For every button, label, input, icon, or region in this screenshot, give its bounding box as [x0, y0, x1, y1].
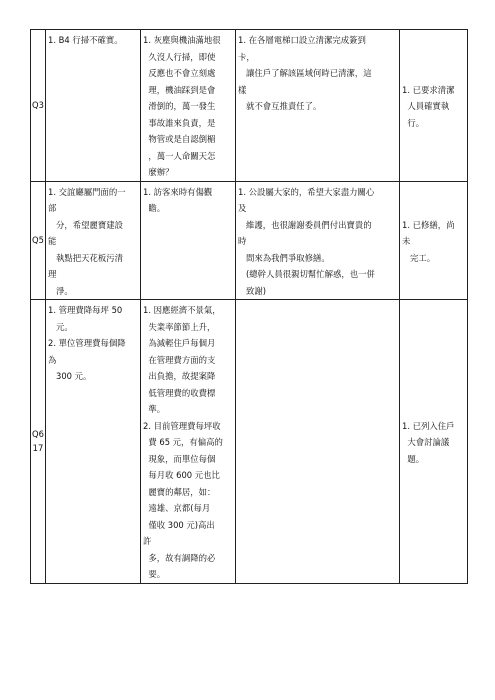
cell-text-line	[402, 368, 465, 385]
cell-text-line: 能	[48, 236, 57, 246]
response-cell	[236, 30, 400, 182]
cell-text-line: 人員確實執	[402, 101, 450, 111]
cell-text-line: 間來為我們爭取修繕。	[238, 252, 330, 263]
issue-cell	[46, 300, 141, 584]
question-id: Q5	[32, 235, 44, 246]
meeting-minutes-table	[30, 29, 468, 584]
table-row	[31, 181, 468, 300]
cell-text-line: 題。	[402, 453, 425, 464]
issue-cell	[46, 181, 141, 300]
cell-text-line: 就不會互推責任了。	[238, 101, 322, 111]
table-row	[31, 30, 468, 182]
cell-text-line: 及	[238, 203, 247, 213]
cell-text-line: 1. 交誼廳屬門面的一	[48, 186, 126, 197]
cell-text-line: 費 65 元，有偏高的	[143, 437, 223, 447]
cell-text-line: 久沒人行掃，即使	[143, 51, 216, 62]
table-body	[31, 30, 468, 584]
cell-text-line: 2. 目前管理費每坪收	[143, 420, 221, 431]
cell-text-line: (總幹人員很親切幫忙解惑，也一併	[238, 269, 375, 279]
cell-text-line: 要。	[143, 569, 166, 579]
cell-text-line: 麗寶的鄰居，如：	[143, 486, 216, 497]
response-cell	[236, 181, 400, 300]
cell-text-line: 物管或是自認倒楣	[143, 134, 216, 144]
explanation-cell	[141, 300, 236, 584]
cell-text-line: 多，故有調降的必	[143, 552, 216, 563]
cell-text-line	[402, 352, 465, 369]
cell-text-line: 為減輕住戶每個月	[143, 338, 216, 348]
cell-text-line: 理，機油踩到是會	[143, 84, 216, 95]
cell-text-line	[402, 335, 465, 352]
cell-text-line	[402, 401, 465, 418]
question-id-cell	[31, 30, 46, 182]
cell-text-line	[402, 49, 465, 66]
cell-text-line	[402, 32, 465, 49]
cell-text-line: 1. 已要求清潔	[402, 84, 455, 95]
cell-text-line: 每月收 600 元也比	[143, 470, 220, 480]
result-cell	[400, 300, 468, 584]
cell-text-line: 大會討論議	[402, 437, 450, 447]
cell-text-line: 1. 已修繕，尚	[402, 219, 455, 230]
cell-text-line	[402, 65, 465, 82]
cell-text-line: 低管理費的收費標	[143, 387, 216, 398]
cell-text-line: 時	[238, 236, 247, 246]
cell-text-line: 反應也不會立刻處	[143, 68, 216, 78]
cell-text-line: 讓住戶了解該區域何時已清潔，這	[238, 68, 372, 78]
cell-text-line: 現象，而單位每個	[143, 453, 216, 464]
cell-text-line: 準。	[143, 404, 166, 414]
cell-text-line: 致謝)	[238, 285, 267, 296]
cell-text-line: 麼辦？	[143, 167, 174, 177]
cell-text-line: 1. 公設屬大家的，希望大家盡力關心	[238, 186, 375, 197]
cell-text-line: 2. 單位管理費每個降	[48, 338, 126, 348]
cell-text-line: 未	[402, 236, 411, 246]
cell-text-line: ，萬一人命關天怎	[143, 150, 216, 161]
cell-text-line: 瞻。	[143, 203, 166, 213]
cell-text-line: 分，希望麗寶建設	[48, 219, 123, 230]
cell-text-line: 理	[48, 269, 57, 279]
result-cell	[400, 30, 468, 182]
cell-text-line	[402, 319, 465, 336]
cell-text-line: 1. 灰塵與機油滿地很	[143, 35, 221, 45]
cell-text-line	[402, 184, 465, 201]
cell-text-line: 失業率節節上升，	[143, 321, 216, 332]
cell-text-line: 行。	[402, 117, 425, 128]
cell-text-line: 卡，	[238, 51, 255, 62]
question-id: Q6	[32, 429, 44, 440]
cell-text-line: 在管理費方面的支	[143, 354, 216, 365]
cell-text-line	[402, 385, 465, 402]
cell-text-line: 300 元。	[48, 371, 92, 381]
question-id: 17	[32, 443, 44, 454]
cell-text-line: 1. B4 行掃不確實。	[48, 35, 123, 45]
result-cell	[400, 181, 468, 300]
issue-cell	[46, 30, 141, 182]
cell-text-line: 1. 已列入住戶	[402, 420, 455, 431]
cell-text-line: 1. 在各層電梯口設立清潔完成簽到	[238, 35, 366, 45]
cell-text-line: 元。	[48, 321, 73, 332]
cell-text-line: 許	[143, 536, 152, 546]
cell-text-line	[402, 302, 465, 319]
cell-text-line: 樣	[238, 84, 247, 95]
table-row	[31, 300, 468, 584]
cell-text-line: 1. 訪客來時有傷觀	[143, 186, 213, 197]
cell-text-line: 1. 因應經濟不景氣，	[143, 305, 221, 315]
question-id-cell	[31, 300, 46, 584]
question-id: Q3	[32, 100, 44, 111]
cell-text-line: 部	[48, 203, 57, 213]
explanation-cell	[141, 30, 236, 182]
cell-text-line: 完工。	[402, 252, 436, 263]
cell-text-line: 淨。	[48, 285, 73, 296]
cell-text-line: 事故誰來負責，是	[143, 117, 216, 128]
cell-text-line: 滑倒的，萬一發生	[143, 101, 216, 111]
question-id-cell	[31, 181, 46, 300]
cell-text-line: 為	[48, 354, 57, 365]
cell-text-line: 1. 管理費降每坪 50	[48, 305, 123, 315]
cell-text-line: 遠雄、京都(每月	[143, 503, 211, 513]
response-cell	[236, 300, 400, 584]
cell-text-line: 僅收 300 元)高出	[143, 519, 215, 530]
explanation-cell	[141, 181, 236, 300]
cell-text-line: 執點把天花板污清	[48, 252, 123, 263]
cell-text-line	[402, 200, 465, 217]
cell-text-line: 出負擔，故提案降	[143, 371, 216, 381]
cell-text-line: 維護，也很謝謝委員們付出寶貴的	[238, 219, 372, 230]
